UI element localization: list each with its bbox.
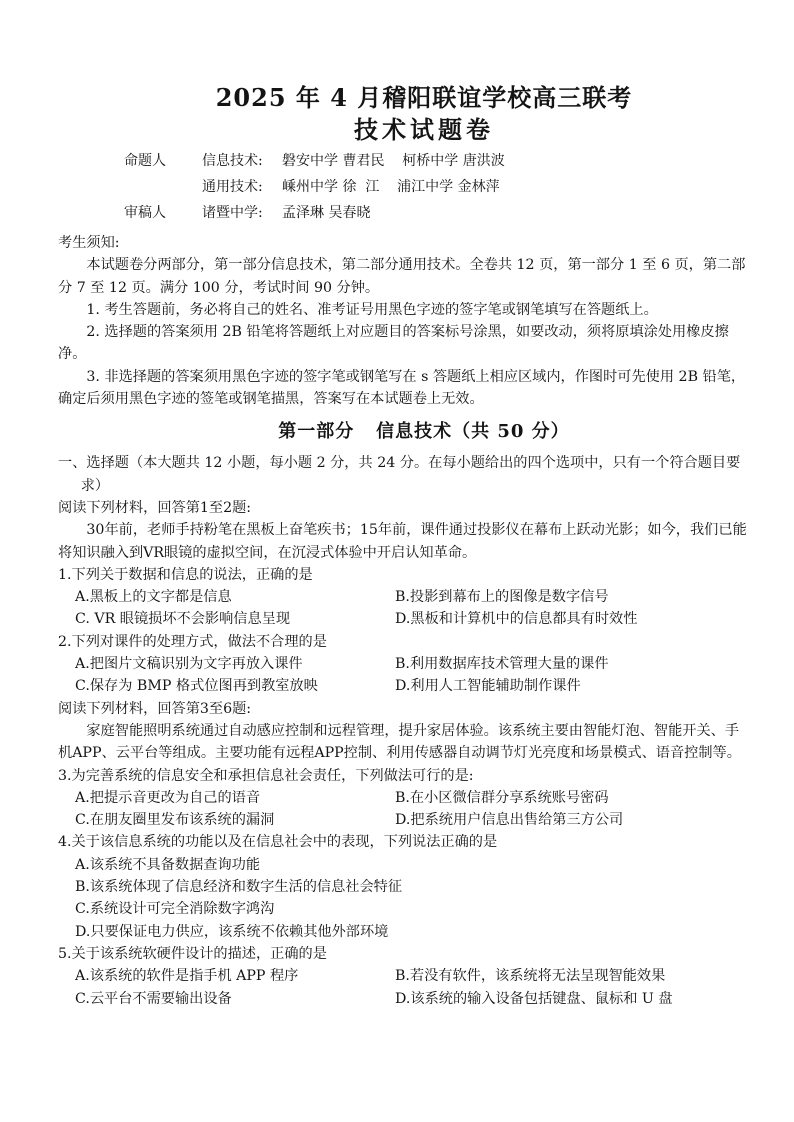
credit-role: [124, 174, 202, 200]
credit-names: 磐安中学 曹君民 柯桥中学 唐洪波: [282, 153, 505, 169]
credit-row: [124, 148, 750, 174]
option-d: D.利用人工智能辅助制作课件: [395, 678, 581, 695]
notice-item: 1. 考生答题前，务必将自己的姓名、准考证号用黑色字迹的签字笔或钢笔填写在答题纸上。: [86, 301, 658, 318]
reading-intro: 阅读下列材料，回答第1至2题:: [58, 499, 252, 516]
option-c: C.在朋友圈里发布该系统的漏洞: [75, 812, 275, 829]
credit-role: 审稿人: [124, 205, 166, 221]
credits-block: [124, 148, 750, 226]
option-a: A.黑板上的文字都是信息: [75, 589, 232, 606]
option-list: [58, 854, 750, 943]
notice-item: 2. 选择题的答案须用 2B 铅笔将答题纸上对应题目的答案标号涂黑，如要改动，须将原填涂处用橡皮擦净。: [58, 324, 729, 363]
option-a: A.该系统不具备数据查询功能: [75, 856, 261, 873]
question-stem: 4.关于该信息系统的功能以及在信息社会中的表现，下列说法正确的是: [58, 834, 498, 851]
option-grid: [58, 965, 750, 1010]
credit-names: 嵊州中学 徐 江 浦江中学 金林萍: [282, 179, 500, 195]
option-grid: [58, 586, 750, 631]
credit-category: 诸暨中学:: [202, 205, 263, 221]
option-a: A.该系统的软件是指手机 APP 程序: [75, 968, 299, 985]
exam-title: 2025 年 4 月稽阳联谊学校高三联考: [215, 83, 633, 112]
option-c: C.云平台不需要输出设备: [75, 990, 232, 1007]
notice-item: 3. 非选择题的答案须用黑色字迹的签字笔或钢笔写在 s 答题纸上相应区域内，作图时可先使用 2B 铅笔，确定后须用黑色字迹的签笔或钢笔描黑，答案写在本试题卷上无效。: [58, 368, 746, 408]
option-c: C.保存为 BMP 格式位图再到教室放映: [75, 678, 318, 695]
option-d: D.把系统用户信息出售给第三方公司: [395, 812, 624, 829]
option-d: D.黑板和计算机中的信息都具有时效性: [395, 611, 638, 628]
credit-row: [124, 174, 750, 200]
question-stem: 1.下列关于数据和信息的说法，正确的是: [58, 566, 313, 583]
credit-category: 通用技术:: [202, 179, 263, 195]
notice-heading: 考生须知:: [58, 235, 120, 251]
credit-row: [124, 200, 750, 226]
option-b: B.投影到幕布上的图像是数字信号: [395, 589, 609, 606]
option-grid: [58, 787, 750, 832]
option-a: A.把图片文稿识别为文字再放入课件: [75, 656, 303, 673]
option-b: B.利用数据库技术管理大量的课件: [395, 656, 609, 673]
section-heading: 一、选择题（本大题共 12 小题，每小题 2 分，共 24 分。在每小题给出的四个选项中，只有一个符合题目要求）: [58, 455, 741, 494]
credit-role: 命题人: [124, 153, 166, 169]
option-c: C.系统设计可完全消除数字鸿沟: [75, 901, 275, 918]
option-grid: [58, 653, 750, 698]
reading-intro: 阅读下列材料，回答第3至6题:: [58, 700, 252, 717]
question-stem: 2.下列对课件的处理方式，做法不合理的是: [58, 633, 327, 650]
option-b: B.在小区微信群分享系统账号密码: [395, 789, 609, 806]
credit-names: 孟泽琳 吴春晓: [282, 205, 371, 221]
question-stem: 3.为完善系统的信息安全和承担信息社会责任，下列做法可行的是:: [58, 767, 474, 784]
part-title: 第一部分 信息技术（共 50 分）: [278, 421, 570, 443]
option-b: B.若没有软件，该系统将无法呈现智能效果: [395, 968, 666, 985]
option-d: D.该系统的输入设备包括键盘、鼠标和 U 盘: [395, 990, 673, 1007]
option-d: D.只要保证电力供应，该系统不依赖其他外部环境: [75, 923, 389, 940]
reading-passage: 家庭智能照明系统通过自动感应控制和远程管理，提升家居体验。该系统主要由智能灯泡、智能开关、手机APP、云平台等组成。主要功能有远程APP控制、利用传感器自动调节灯光亮度和场景模式、语音控制等。: [58, 722, 741, 762]
option-a: A.把提示音更改为自己的语音: [75, 789, 261, 806]
question-stem: 5.关于该系统软硬件设计的描述，正确的是: [58, 945, 327, 962]
notice-intro: 本试题卷分两部分，第一部分信息技术，第二部分通用技术。全卷共 12 页，第一部分 1 至 6 页，第二部分 7 至 12 页。满分 100 分，考试时间 90 分钟。: [58, 257, 746, 296]
credit-category: 信息技术:: [202, 153, 263, 169]
exam-subtitle: 技术试题卷: [354, 115, 494, 144]
reading-passage: 30年前，老师手持粉笔在黑板上奋笔疾书；15年前，课件通过投影仪在幕布上跃动光影；如今，我们已能将知识融入到VR眼镜的虚拟空间，在沉浸式体验中开启认知革命。: [58, 522, 747, 561]
option-b: B.该系统体现了信息经济和数字生活的信息社会特征: [75, 879, 403, 896]
option-c: C. VR 眼镜损坏不会影响信息呈现: [75, 611, 291, 628]
